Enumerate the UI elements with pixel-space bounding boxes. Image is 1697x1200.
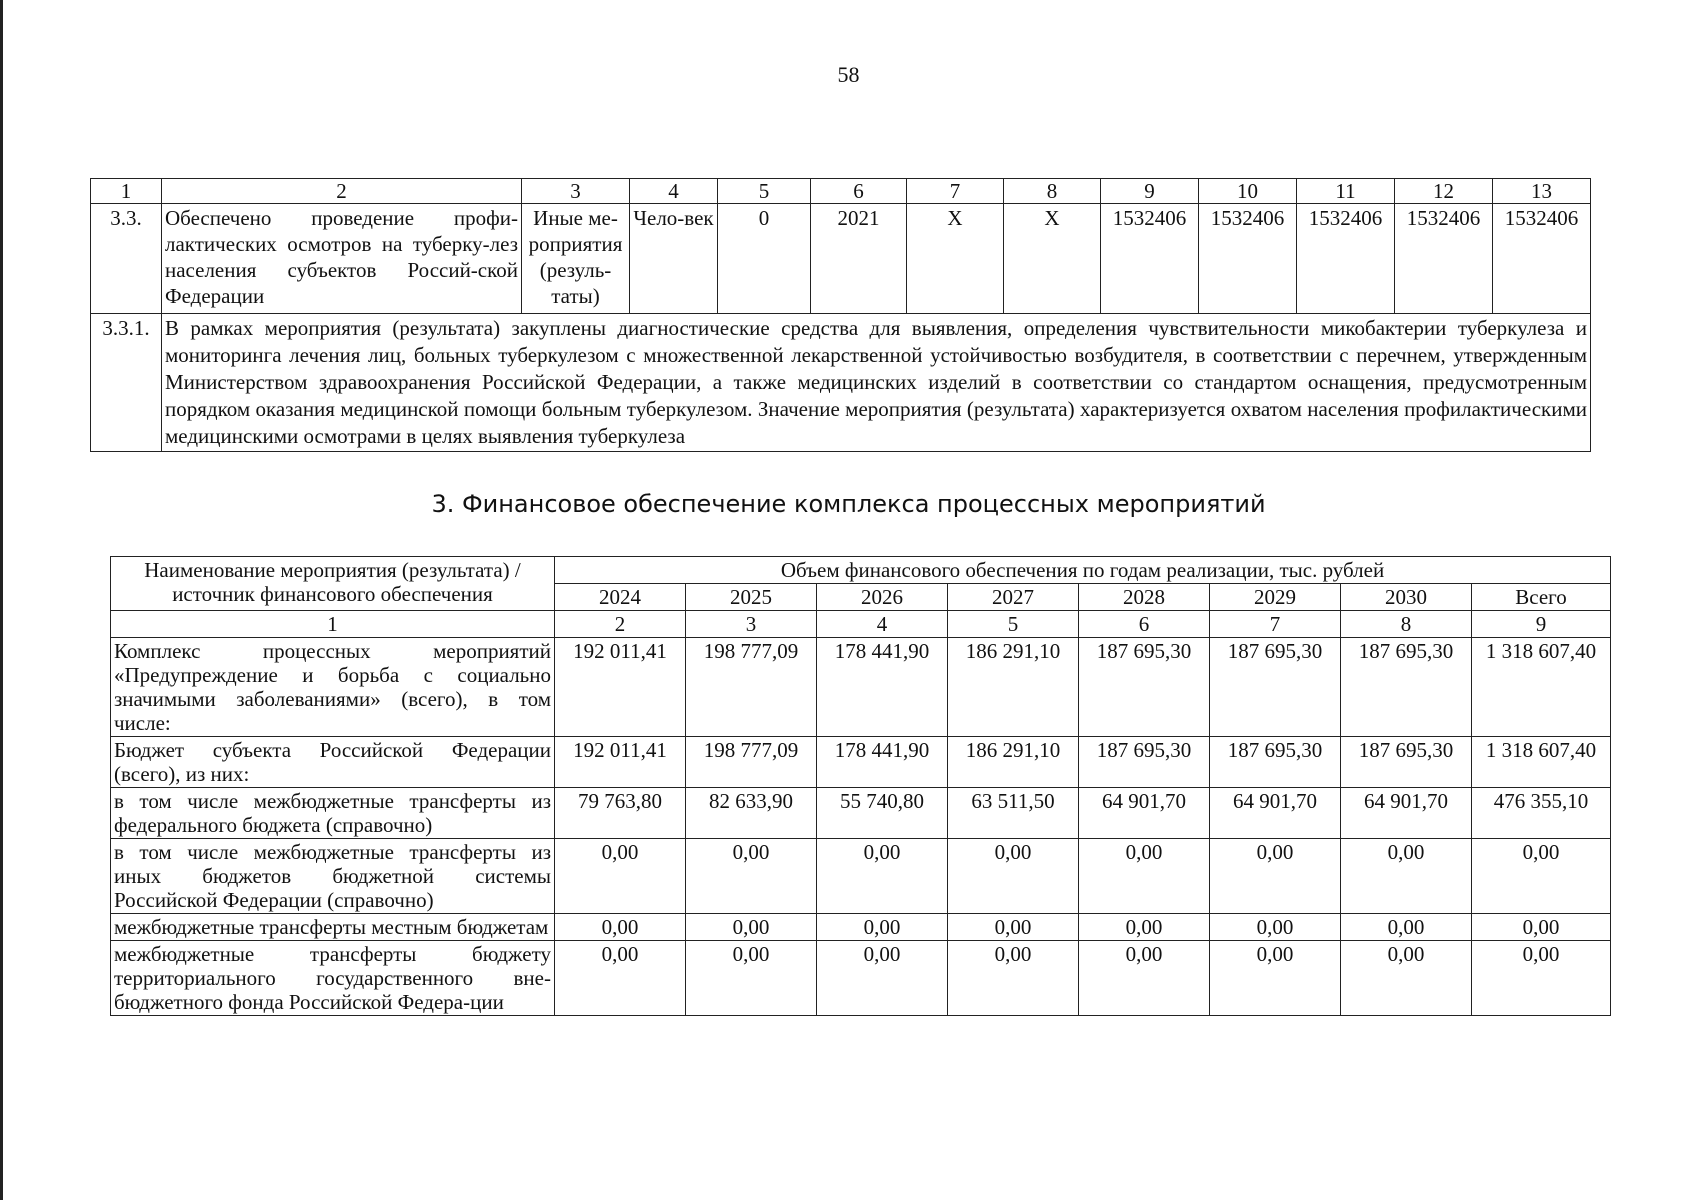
value-cell: 0,00	[686, 941, 817, 1016]
value-cell: 198 777,09	[686, 638, 817, 737]
value-cell: 55 740,80	[817, 788, 948, 839]
value-cell: 0,00	[948, 941, 1079, 1016]
col-number: 12	[1395, 179, 1493, 204]
col-number: 1	[111, 611, 555, 638]
table-row	[111, 941, 1611, 1016]
value-cell: 187 695,30	[1341, 638, 1472, 737]
col-number: 2	[555, 611, 686, 638]
value-cell: 0,00	[555, 941, 686, 1016]
row-number: 3.3.	[91, 204, 162, 314]
value-cell: 0,00	[555, 914, 686, 941]
value-cell: 0,00	[1341, 914, 1472, 941]
total-cell: 0,00	[1472, 839, 1611, 914]
column-numbers-row	[111, 611, 1611, 638]
col-number: 9	[1472, 611, 1611, 638]
value-cell: 187 695,30	[1210, 737, 1341, 788]
page-number: 58	[837, 62, 860, 87]
col-number: 7	[1210, 611, 1341, 638]
year-header: 2026	[817, 584, 948, 611]
cell-col8: X	[1004, 204, 1101, 314]
value-cell: 192 011,41	[555, 737, 686, 788]
table-row-3-3	[91, 204, 1591, 314]
total-cell: 0,00	[1472, 914, 1611, 941]
col-number: 3	[522, 179, 630, 204]
total-cell: 0,00	[1472, 941, 1611, 1016]
value-cell: 0,00	[1210, 914, 1341, 941]
row-name: в том числе межбюджетные трансферты из иных бюджетов бюджетной системы Российской Федерации (справочно)	[111, 839, 555, 914]
total-cell: 1 318 607,40	[1472, 737, 1611, 788]
value-cell: 64 901,70	[1210, 788, 1341, 839]
value-cell: 0,00	[686, 839, 817, 914]
row-description: В рамках мероприятия (результата) закуплены диагностические средства для выявления, определения чувствительности микобактерии туберкулеза и мониторинга лечения лиц, больных туберкулезом с множественной лекарственной устойчивостью возбудителя, в соответствии с перечнем, утвержденным Министерством здравоохранения Российской Федерации, а также медицинских изделий в соответствии со стандартом оснащения, предусмотренным порядком оказания медицинской помощи больным туберкулезом. Значение мероприятия (результата) характеризуется охватом населения профилактическими медицинскими осмотрами в целях выявления туберкулеза	[162, 314, 1591, 452]
section-title: 3. Финансовое обеспечение комплекса процессных мероприятий	[431, 490, 1266, 518]
row-number: 3.3.1.	[91, 314, 162, 452]
value-cell: 0,00	[1341, 941, 1472, 1016]
value-cell: 64 901,70	[1341, 788, 1472, 839]
value-cell: 186 291,10	[948, 638, 1079, 737]
value-cell: 0,00	[1210, 941, 1341, 1016]
value-cell: 0,00	[817, 839, 948, 914]
value-cell: 0,00	[1079, 839, 1210, 914]
value-cell: 0,00	[686, 914, 817, 941]
value-cell: 187 695,30	[1210, 638, 1341, 737]
value-cell: 0,00	[817, 941, 948, 1016]
indicators-table	[90, 178, 1591, 452]
row-name: в том числе межбюджетные трансферты из федерального бюджета (справочно)	[111, 788, 555, 839]
value-cell: 79 763,80	[555, 788, 686, 839]
value-col12: 1532406	[1395, 204, 1493, 314]
scan-edge	[0, 0, 3, 1200]
total-cell: 476 355,10	[1472, 788, 1611, 839]
value-cell: 178 441,90	[817, 638, 948, 737]
table-row	[111, 839, 1611, 914]
value-col11: 1532406	[1297, 204, 1395, 314]
row-name: Комплекс процессных мероприятий «Предупреждение и борьба с социально значимыми заболеваниями» (всего), в том числе:	[111, 638, 555, 737]
value-cell: 187 695,30	[1079, 638, 1210, 737]
total-cell: 1 318 607,40	[1472, 638, 1611, 737]
value-cell: 192 011,41	[555, 638, 686, 737]
col-number: 2	[162, 179, 522, 204]
col-number: 11	[1297, 179, 1395, 204]
col-number: 4	[817, 611, 948, 638]
cell-col7: X	[907, 204, 1004, 314]
financing-table	[110, 556, 1611, 1016]
value-cell: 64 901,70	[1079, 788, 1210, 839]
value-cell: 0,00	[555, 839, 686, 914]
value-cell: 0,00	[948, 839, 1079, 914]
col-number: 5	[948, 611, 1079, 638]
col-number: 8	[1004, 179, 1101, 204]
value-cell: 0,00	[1210, 839, 1341, 914]
base-year: 2021	[811, 204, 907, 314]
header-row	[111, 557, 1611, 584]
value-cell: 0,00	[1341, 839, 1472, 914]
value-cell: 186 291,10	[948, 737, 1079, 788]
value-cell: 0,00	[948, 914, 1079, 941]
col-number: 6	[811, 179, 907, 204]
col-number: 10	[1199, 179, 1297, 204]
value-cell: 187 695,30	[1341, 737, 1472, 788]
row-unit: Чело-век	[630, 204, 718, 314]
value-col13: 1532406	[1493, 204, 1591, 314]
column-numbers-row	[91, 179, 1591, 204]
value-col9: 1532406	[1101, 204, 1199, 314]
year-header: 2024	[555, 584, 686, 611]
value-cell: 0,00	[1079, 941, 1210, 1016]
year-header: 2028	[1079, 584, 1210, 611]
col-number: 4	[630, 179, 718, 204]
table-row	[111, 737, 1611, 788]
value-cell: 0,00	[817, 914, 948, 941]
row-name: Бюджет субъекта Российской Федерации (всего), из них:	[111, 737, 555, 788]
col-number: 13	[1493, 179, 1591, 204]
row-name: межбюджетные трансферты бюджету территориального государственного вне-бюджетного фонда Российской Федера-ции	[111, 941, 555, 1016]
year-header: 2030	[1341, 584, 1472, 611]
total-header: Всего	[1472, 584, 1611, 611]
row-name: Обеспечено проведение профи-лактических осмотров на туберку-лез населения субъектов Россий-ской Федерации	[162, 204, 522, 314]
col-number: 5	[718, 179, 811, 204]
row-name: межбюджетные трансферты местным бюджетам	[111, 914, 555, 941]
col-number: 1	[91, 179, 162, 204]
table-row	[111, 788, 1611, 839]
value-cell: 198 777,09	[686, 737, 817, 788]
value-cell: 178 441,90	[817, 737, 948, 788]
year-header: 2027	[948, 584, 1079, 611]
table-row	[111, 914, 1611, 941]
row-type: Иные ме-роприятия (резуль-таты)	[522, 204, 630, 314]
col-number: 7	[907, 179, 1004, 204]
year-header: 2025	[686, 584, 817, 611]
col-number: 3	[686, 611, 817, 638]
value-cell: 187 695,30	[1079, 737, 1210, 788]
col-number: 8	[1341, 611, 1472, 638]
year-header: 2029	[1210, 584, 1341, 611]
base-value: 0	[718, 204, 811, 314]
table-row	[111, 638, 1611, 737]
value-cell: 0,00	[1079, 914, 1210, 941]
col-number: 9	[1101, 179, 1199, 204]
value-col10: 1532406	[1199, 204, 1297, 314]
volume-header: Объем финансового обеспечения по годам реализации, тыс. рублей	[555, 557, 1611, 584]
table-row-3-3-1	[91, 314, 1591, 452]
value-cell: 82 633,90	[686, 788, 817, 839]
value-cell: 63 511,50	[948, 788, 1079, 839]
name-header: Наименование мероприятия (результата) / источник финансового обеспечения	[111, 557, 555, 611]
col-number: 6	[1079, 611, 1210, 638]
